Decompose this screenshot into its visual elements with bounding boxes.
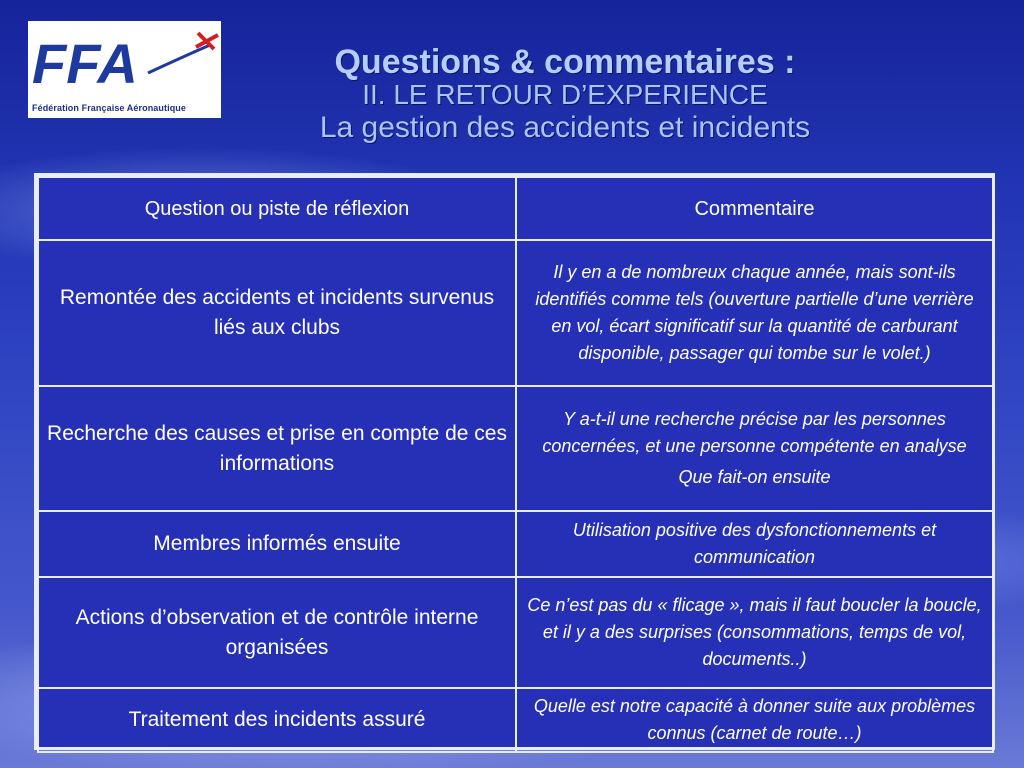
feedback-table	[34, 173, 995, 750]
comment-text: Il y en a de nombreux chaque année, mais sont-ils identifiés comme tels (ouverture partielle d’une verrière en vol, écart significatif sur la quantité de carburant disponible, passager qui tombe sur le volet.)	[535, 262, 974, 363]
table-row	[38, 577, 993, 688]
logo-swoosh	[148, 45, 210, 73]
comment-text: Quelle est notre capacité à donner suite aux problèmes connus (carnet de route…)	[533, 696, 976, 743]
logo-caption: Fédération Française Aéronautique	[32, 103, 187, 113]
row-comment	[516, 511, 993, 577]
row-question: Membres informés ensuite	[38, 511, 516, 577]
slide-title	[240, 44, 890, 146]
title-subtitle-2: La gestion des accidents et incidents	[319, 111, 811, 144]
table-row	[38, 240, 993, 386]
row-question: Remontée des accidents et incidents survenus liés aux clubs	[38, 240, 516, 386]
table-row	[38, 386, 993, 511]
row-comment	[516, 386, 993, 511]
ffa-logo	[28, 21, 221, 118]
row-question: Recherche des causes et prise en compte de ces informations	[38, 386, 516, 511]
comment-text: Y a-t-il une recherche précise par les personnes concernées, et une personne compétente en analyse	[542, 409, 967, 456]
comment-text: Utilisation positive des dysfonctionnements et communication	[572, 520, 937, 567]
table-header-row	[38, 177, 993, 240]
comment-text: Ce n’est pas du « flicage », mais il faut boucler la boucle, et il y a des surprises (consommations, temps de vol, documents..)	[527, 595, 982, 669]
title-subtitle: II. LE RETOUR D’EXPERIENCE	[362, 79, 768, 110]
header-comment: Commentaire	[516, 177, 993, 240]
ffa-logo-letters: FFA	[32, 32, 138, 95]
row-question: Traitement des incidents assuré	[38, 688, 516, 752]
header-question: Question ou piste de réflexion	[38, 177, 516, 240]
row-comment	[516, 240, 993, 386]
table-row	[38, 688, 993, 752]
row-comment	[516, 688, 993, 752]
comment-text: Que fait-on ensuite	[678, 467, 831, 487]
row-question: Actions d’observation et de contrôle interne organisées	[38, 577, 516, 688]
title-main: Questions & commentaires :	[334, 43, 796, 81]
row-comment	[516, 577, 993, 688]
table-row	[38, 511, 993, 577]
